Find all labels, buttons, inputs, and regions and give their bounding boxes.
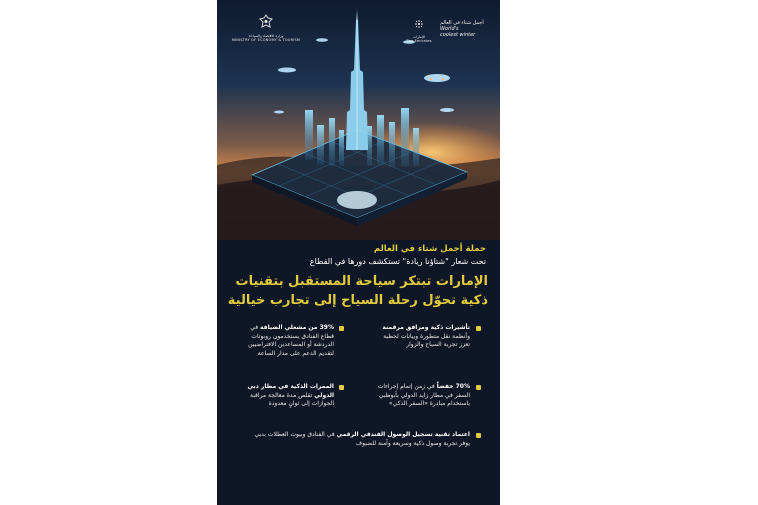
page-title [229, 272, 488, 310]
fact-2-line-3: الدردشة أو المساعدين الافتراضيين [248, 341, 334, 348]
fact-4-line-2-bold: الدولي [314, 391, 334, 399]
bullet-icon [476, 385, 481, 390]
title-line-1: الإمارات تبتكر سياحة المستقبل بتقنيات [235, 274, 488, 289]
campaign-name-en-1: World's [440, 26, 459, 32]
emblem-icon [259, 14, 273, 30]
bullet-icon [476, 433, 481, 438]
emirates-mark-en: The Emirates [406, 39, 432, 43]
fact-2-line-2: قطاع الفنادق يستخدمون روبوتات [251, 332, 334, 340]
emirates-mark-ar: الإمارات [412, 35, 425, 39]
ministry-name-en: MINISTRY OF ECONOMY & TOURISM [231, 38, 301, 42]
fact-3-line-3: باستخدام مبادرة «السفر الذكي» [388, 400, 470, 407]
fact-dubai-smart-gates [226, 383, 334, 409]
fact-4-bold: الممرات الذكية في مطار دبي [247, 383, 334, 390]
fact-3-line-2: السفر في مطار زايد الدولي بأبوظبي [378, 391, 470, 399]
fact-3-line-1-rest: في زمن إتمام إجراءات [377, 383, 435, 390]
fact-zayed-airport [354, 383, 470, 409]
bullet-icon [476, 326, 481, 331]
fact-digital-checkin [230, 431, 470, 448]
bullet-icon [339, 326, 344, 331]
infographic-poster [217, 0, 500, 505]
ministry-logo [231, 14, 301, 42]
fact-3-bold: 70% خفضاً [436, 383, 470, 390]
campaign-kicker: حملة أجمل شتاء في العالم [373, 244, 486, 254]
campaign-subhead: تحت شعار "شتاؤنا ريادة" تستكشف دورها في القطاع [309, 257, 486, 266]
campaign-name-en-2: coolest winter [440, 32, 476, 38]
fact-4-line-2: تقلص مدة معالجة مراقبة [250, 391, 313, 399]
fact-4-line-3: الجوازات إلى ثوانٍ معدودة [268, 400, 334, 407]
fact-1-bold: تأشيرات ذكية ومرافق مرقمنة [382, 324, 470, 331]
fact-1-line-2: وأنظمة نقل متطورة وبيانات لحظية [383, 332, 470, 340]
fact-smart-visas [358, 324, 470, 350]
fact-hospitality-chatbots [226, 324, 334, 358]
fact-2-line-4: لتقديم الدعم على مدار الساعة [257, 349, 334, 357]
campaign-name-ar: أجمل شتاء في العالم [440, 20, 484, 26]
fact-1-line-3: تعزز تجربة السياح والزوار [406, 341, 470, 348]
fact-2-line-1-rest: في [250, 324, 259, 331]
ministry-name-ar: وزارة الاقتصاد والسياحة [248, 34, 284, 38]
fact-5-line-1-rest: في الفنادق وبيوت العطلات بدبي [254, 431, 335, 438]
bullet-icon [339, 385, 344, 390]
title-line-2: ذكية تحوّل رحلة السياح إلى تجارب خيالية [227, 293, 488, 308]
fact-5-bold: اعتماد تقنية تسجيل الوصول الفندقي الرقمي [336, 431, 470, 438]
emirates-mark-icon [412, 17, 426, 31]
fact-2-bold: 39% من مشغلي الضيافة [260, 324, 334, 331]
fact-5-line-2: يوفر تجربة وصول ذكية وسريعة وآمنة للضيوف [355, 439, 470, 447]
